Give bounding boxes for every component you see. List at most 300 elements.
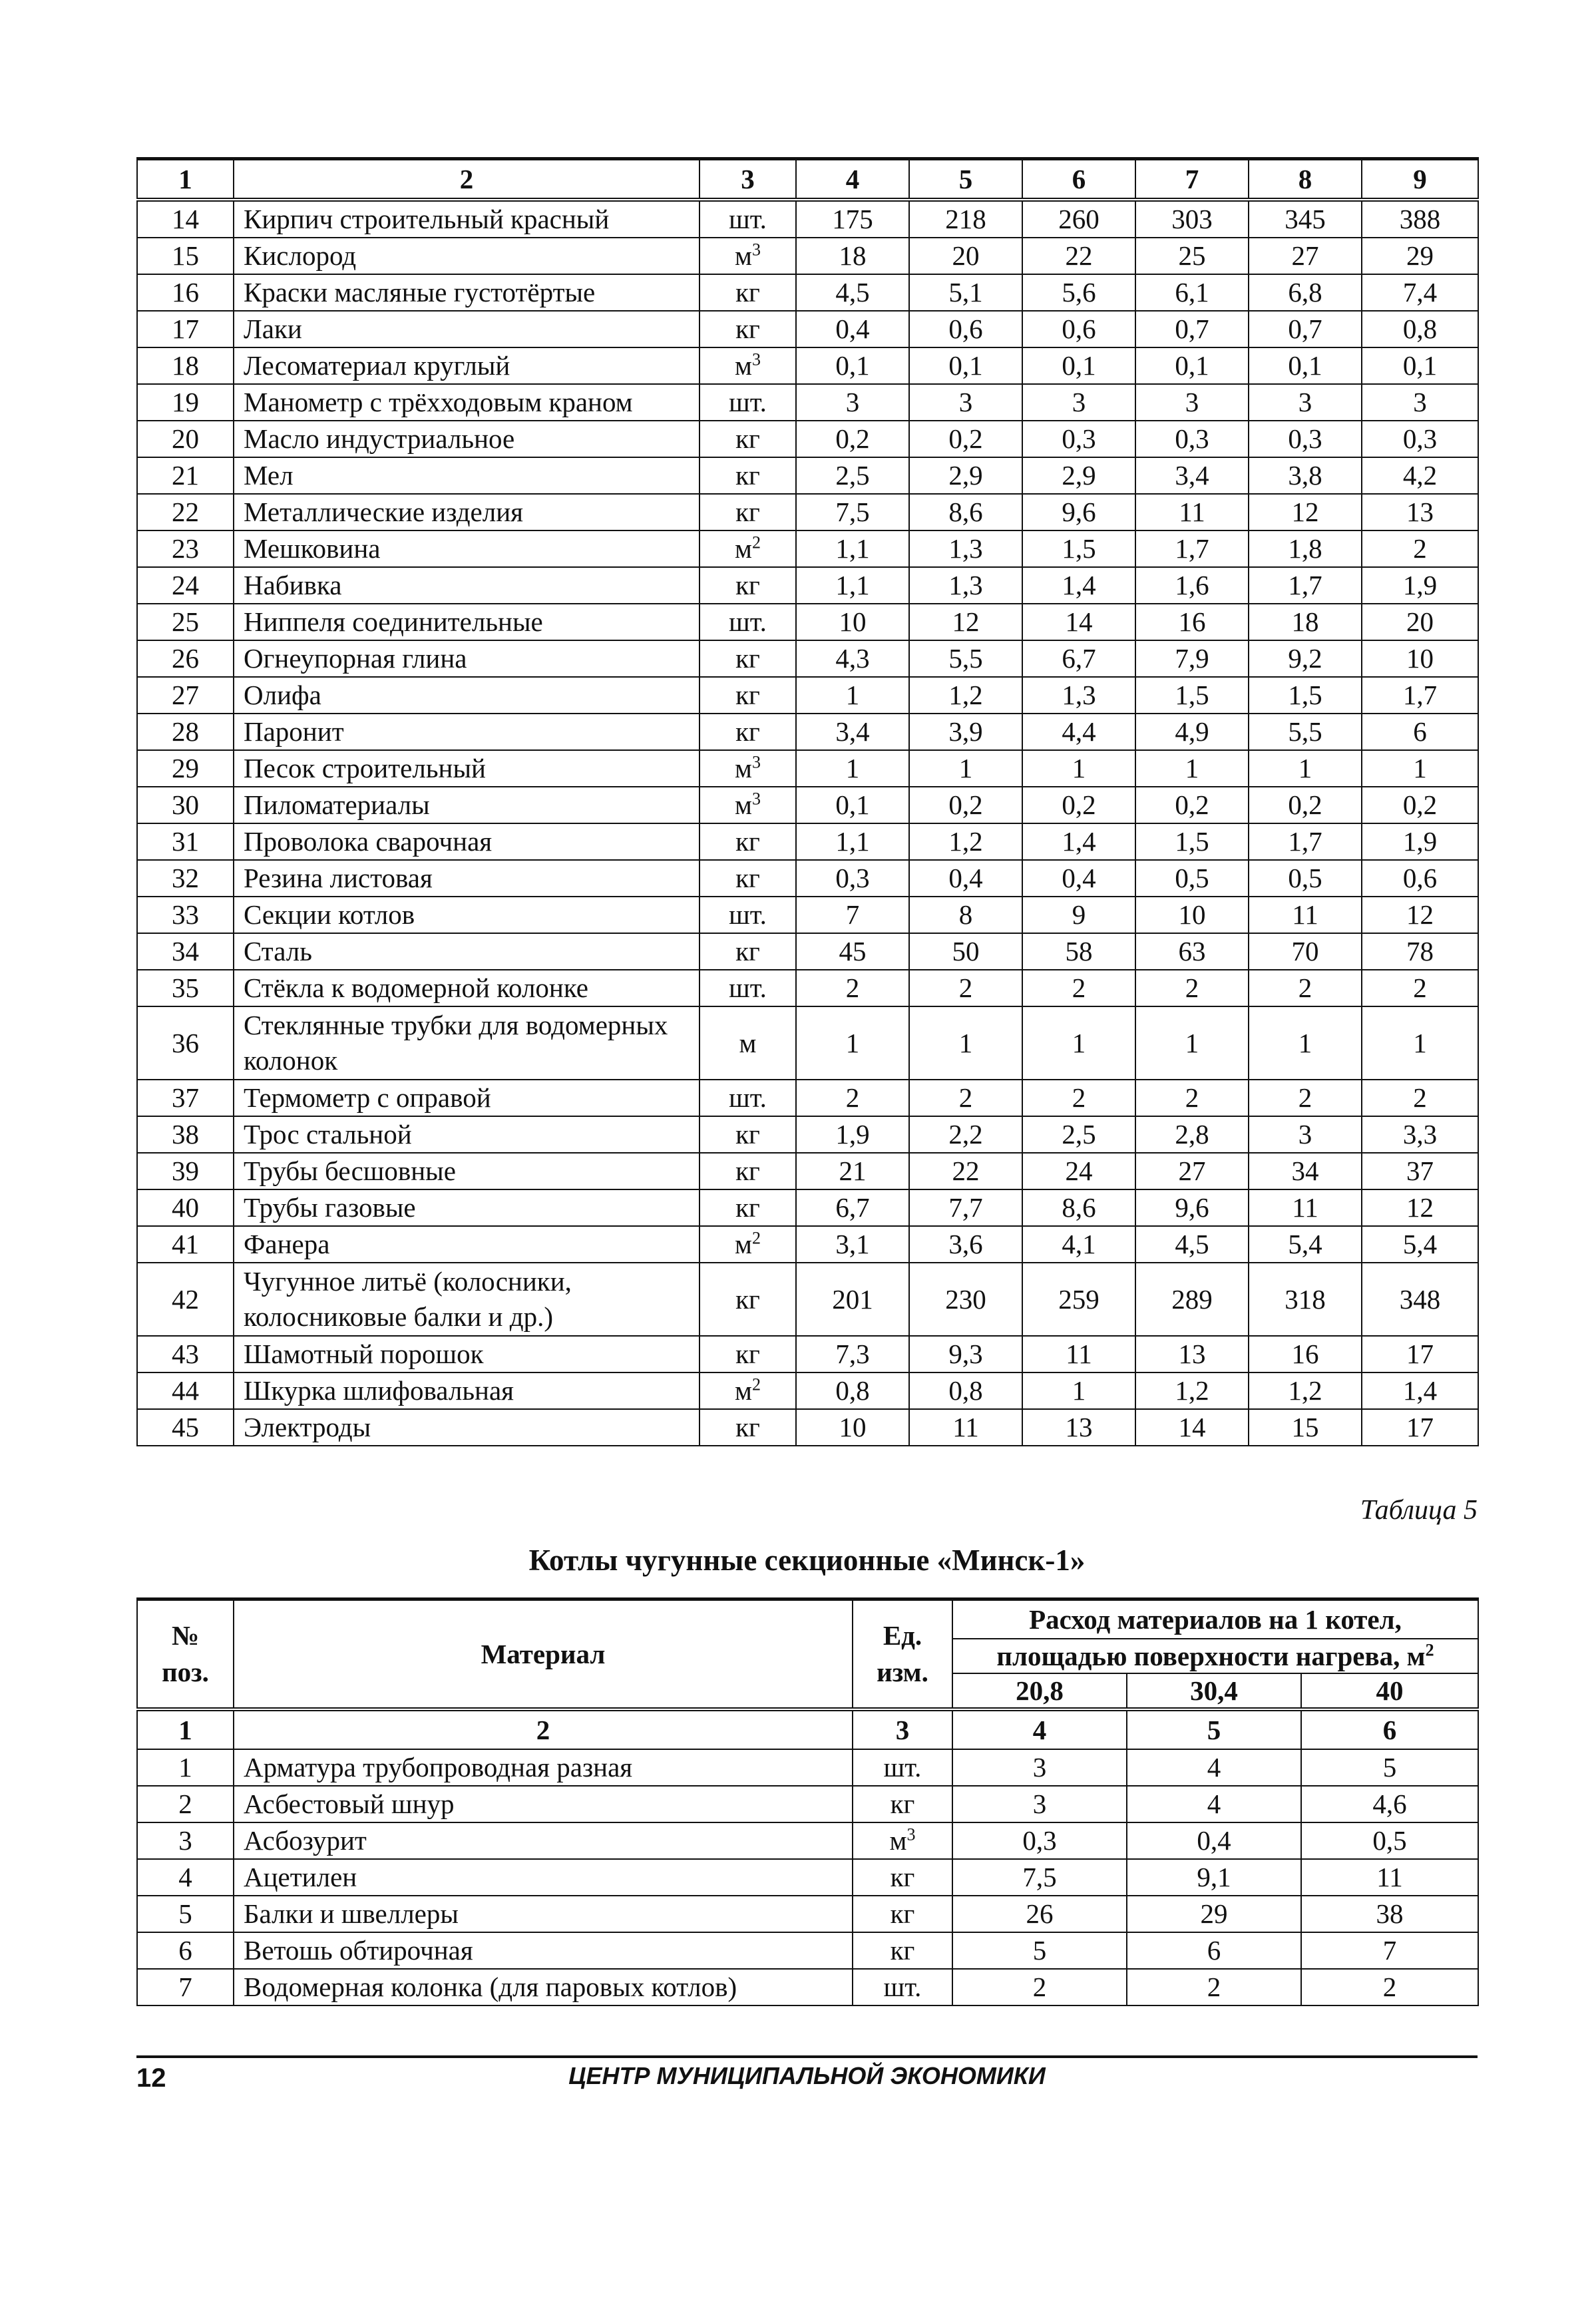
row-number: 5 xyxy=(137,1896,234,1932)
unit-exponent: 2 xyxy=(751,1374,761,1394)
value-cell: 4,5 xyxy=(796,274,909,311)
materials-table-continued xyxy=(136,157,1479,1446)
value-cell: 3,8 xyxy=(1249,457,1362,494)
value-cell: 78 xyxy=(1362,933,1478,970)
value-cell: 3,1 xyxy=(796,1226,909,1263)
value-cell: 6 xyxy=(1362,714,1478,750)
value-cell: 5,1 xyxy=(909,274,1022,311)
material-name: Трубы бесшовные xyxy=(234,1153,699,1189)
value-cell: 3,9 xyxy=(909,714,1022,750)
row-number: 36 xyxy=(137,1006,234,1080)
value-cell: 3 xyxy=(1022,384,1135,421)
material-name: Мел xyxy=(234,457,699,494)
value-cell: 0,7 xyxy=(1249,311,1362,347)
unit-text: кг xyxy=(735,1156,760,1186)
unit-text: кг xyxy=(735,423,760,454)
value-cell: 175 xyxy=(796,200,909,238)
material-name: Манометр с трёхходовым краном xyxy=(234,384,699,421)
unit-cell xyxy=(699,823,796,860)
table-row xyxy=(137,1006,1478,1080)
unit-text: кг xyxy=(735,497,760,527)
value-cell: 0,1 xyxy=(1362,347,1478,384)
value-cell: 11 xyxy=(1249,897,1362,933)
row-number: 18 xyxy=(137,347,234,384)
unit-text: шт. xyxy=(729,606,767,637)
unit-cell xyxy=(699,604,796,640)
value-cell: 260 xyxy=(1022,200,1135,238)
boiler-materials-table xyxy=(136,1597,1479,2006)
value-cell: 3 xyxy=(1135,384,1249,421)
value-cell: 1,7 xyxy=(1249,823,1362,860)
row-number: 17 xyxy=(137,311,234,347)
table-row xyxy=(137,1786,1478,1822)
table-row xyxy=(137,1263,1478,1336)
material-name: Асбестовый шнур xyxy=(234,1786,853,1822)
table-row xyxy=(137,200,1478,238)
unit-text: кг xyxy=(735,1283,760,1315)
row-number: 19 xyxy=(137,384,234,421)
unit-text: кг xyxy=(735,570,760,600)
unit-text: м xyxy=(735,1375,752,1406)
row-number: 21 xyxy=(137,457,234,494)
value-cell: 0,3 xyxy=(952,1822,1127,1859)
column-number-cell: 3 xyxy=(699,159,796,200)
row-number: 6 xyxy=(137,1932,234,1969)
material-name: Металлические изделия xyxy=(234,494,699,530)
header-consumption-text: площадью поверхности нагрева, м xyxy=(996,1640,1426,1671)
unit-cell xyxy=(699,530,796,567)
value-cell: 10 xyxy=(1135,897,1249,933)
unit-text: м xyxy=(735,240,752,271)
row-number: 3 xyxy=(137,1822,234,1859)
value-cell: 18 xyxy=(1249,604,1362,640)
value-cell: 0,6 xyxy=(1022,311,1135,347)
value-cell: 1,8 xyxy=(1249,530,1362,567)
value-cell: 9,3 xyxy=(909,1336,1022,1372)
table-row xyxy=(137,677,1478,714)
value-cell: 2,5 xyxy=(1022,1116,1135,1153)
row-number: 45 xyxy=(137,1409,234,1446)
table-row xyxy=(137,494,1478,530)
material-name: Лаки xyxy=(234,311,699,347)
value-cell: 10 xyxy=(796,1409,909,1446)
material-name: Резина листовая xyxy=(234,860,699,897)
value-cell: 2 xyxy=(796,1080,909,1116)
value-cell: 2,2 xyxy=(909,1116,1022,1153)
value-cell: 0,2 xyxy=(909,421,1022,457)
value-cell: 5,4 xyxy=(1249,1226,1362,1263)
value-cell: 2 xyxy=(909,1080,1022,1116)
material-name: Фанера xyxy=(234,1226,699,1263)
header-area-cell: 30,4 xyxy=(1127,1673,1301,1709)
value-cell: 1,9 xyxy=(1362,567,1478,604)
value-cell: 1 xyxy=(1022,750,1135,787)
value-cell: 0,2 xyxy=(1249,787,1362,823)
page-number: 12 xyxy=(136,2063,166,2093)
value-cell: 1,7 xyxy=(1362,677,1478,714)
row-number: 30 xyxy=(137,787,234,823)
value-cell: 0,3 xyxy=(1135,421,1249,457)
material-name: Асбозурит xyxy=(234,1822,853,1859)
column-number-cell: 2 xyxy=(234,1709,853,1749)
header-area-cell: 40 xyxy=(1301,1673,1478,1709)
value-cell: 1,5 xyxy=(1022,530,1135,567)
material-name: Арматура трубопроводная разная xyxy=(234,1749,853,1786)
value-cell: 1,4 xyxy=(1022,567,1135,604)
value-cell: 4,1 xyxy=(1022,1226,1135,1263)
value-cell: 0,8 xyxy=(909,1372,1022,1409)
unit-exponent: 3 xyxy=(751,240,761,260)
unit-text: кг xyxy=(735,643,760,674)
value-cell: 4,4 xyxy=(1022,714,1135,750)
material-name: Сталь xyxy=(234,933,699,970)
table-row xyxy=(137,274,1478,311)
value-cell: 8,6 xyxy=(909,494,1022,530)
value-cell: 0,1 xyxy=(1249,347,1362,384)
value-cell: 2 xyxy=(1022,970,1135,1006)
table-row xyxy=(137,1969,1478,2005)
value-cell: 4 xyxy=(1127,1749,1301,1786)
value-cell: 20 xyxy=(909,238,1022,274)
value-cell: 6,1 xyxy=(1135,274,1249,311)
table-row xyxy=(137,421,1478,457)
value-cell: 218 xyxy=(909,200,1022,238)
material-name: Секции котлов xyxy=(234,897,699,933)
table-caption: Таблица 5 xyxy=(1360,1495,1478,1526)
value-cell: 303 xyxy=(1135,200,1249,238)
table-row xyxy=(137,1896,1478,1932)
material-name: Ветошь обтирочная xyxy=(234,1932,853,1969)
value-cell: 4,3 xyxy=(796,640,909,677)
value-cell: 9,2 xyxy=(1249,640,1362,677)
value-cell: 1,5 xyxy=(1135,823,1249,860)
unit-text: кг xyxy=(890,1862,915,1892)
column-number-cell: 8 xyxy=(1249,159,1362,200)
value-cell: 34 xyxy=(1249,1153,1362,1189)
unit-text: кг xyxy=(735,277,760,308)
value-cell: 16 xyxy=(1135,604,1249,640)
value-cell: 1 xyxy=(1249,750,1362,787)
unit-text: кг xyxy=(735,1412,760,1442)
material-name: Огнеупорная глина xyxy=(234,640,699,677)
unit-text: кг xyxy=(735,314,760,344)
unit-exponent: 3 xyxy=(906,1824,916,1844)
column-number-cell: 5 xyxy=(909,159,1022,200)
value-cell: 1 xyxy=(1135,1006,1249,1080)
row-number: 35 xyxy=(137,970,234,1006)
unit-cell xyxy=(699,1189,796,1226)
unit-cell xyxy=(699,860,796,897)
unit-text: м xyxy=(739,1027,757,1058)
unit-text: м xyxy=(735,533,752,564)
value-cell: 1,2 xyxy=(909,823,1022,860)
value-cell: 7,4 xyxy=(1362,274,1478,311)
value-cell: 2 xyxy=(1362,970,1478,1006)
value-cell: 3,6 xyxy=(909,1226,1022,1263)
unit-cell xyxy=(853,1822,952,1859)
material-name: Кислород xyxy=(234,238,699,274)
value-cell: 1,5 xyxy=(1135,677,1249,714)
value-cell: 1,7 xyxy=(1249,567,1362,604)
value-cell: 1,3 xyxy=(1022,677,1135,714)
unit-cell xyxy=(699,640,796,677)
unit-text: шт. xyxy=(729,899,767,930)
unit-text: кг xyxy=(735,680,760,710)
unit-cell xyxy=(699,1226,796,1263)
material-name: Стеклянные трубки для водомерных колонок xyxy=(234,1006,699,1080)
unit-text: кг xyxy=(735,1192,760,1223)
column-number-cell: 6 xyxy=(1022,159,1135,200)
value-cell: 12 xyxy=(1249,494,1362,530)
value-cell: 6,8 xyxy=(1249,274,1362,311)
column-number-cell: 2 xyxy=(234,159,699,200)
value-cell: 7 xyxy=(1301,1932,1478,1969)
row-number: 1 xyxy=(137,1749,234,1786)
unit-text: кг xyxy=(735,1339,760,1369)
row-number: 4 xyxy=(137,1859,234,1896)
value-cell: 0,4 xyxy=(1127,1822,1301,1859)
table-row xyxy=(137,750,1478,787)
row-number: 31 xyxy=(137,823,234,860)
value-cell: 0,6 xyxy=(1362,860,1478,897)
table-row xyxy=(137,897,1478,933)
value-cell: 348 xyxy=(1362,1263,1478,1336)
unit-text: м xyxy=(735,350,752,381)
table-row xyxy=(137,1226,1478,1263)
material-name: Трос стальной xyxy=(234,1116,699,1153)
table-row xyxy=(137,1080,1478,1116)
value-cell: 2 xyxy=(1301,1969,1478,2005)
value-cell: 0,1 xyxy=(796,787,909,823)
value-cell: 1 xyxy=(1249,1006,1362,1080)
value-cell: 2 xyxy=(1249,970,1362,1006)
material-name: Водомерная колонка (для паровых котлов) xyxy=(234,1969,853,2005)
table-row xyxy=(137,1189,1478,1226)
unit-cell xyxy=(699,311,796,347)
value-cell: 0,5 xyxy=(1135,860,1249,897)
table-row xyxy=(137,1859,1478,1896)
table-row xyxy=(137,311,1478,347)
material-name: Набивка xyxy=(234,567,699,604)
value-cell: 2,9 xyxy=(1022,457,1135,494)
value-cell: 0,3 xyxy=(796,860,909,897)
table-row xyxy=(137,1409,1478,1446)
table-row xyxy=(137,347,1478,384)
value-cell: 8,6 xyxy=(1022,1189,1135,1226)
row-number: 44 xyxy=(137,1372,234,1409)
value-cell: 2,8 xyxy=(1135,1116,1249,1153)
value-cell: 0,2 xyxy=(1362,787,1478,823)
row-number: 25 xyxy=(137,604,234,640)
value-cell: 0,6 xyxy=(909,311,1022,347)
unit-cell xyxy=(699,677,796,714)
unit-exponent: 2 xyxy=(751,532,761,552)
value-cell: 2 xyxy=(1135,970,1249,1006)
unit-cell xyxy=(853,1786,952,1822)
value-cell: 1,5 xyxy=(1249,677,1362,714)
material-name: Олифа xyxy=(234,677,699,714)
row-number: 34 xyxy=(137,933,234,970)
value-cell: 18 xyxy=(796,238,909,274)
value-cell: 29 xyxy=(1127,1896,1301,1932)
row-number: 22 xyxy=(137,494,234,530)
header-unit-line2: изм. xyxy=(877,1657,928,1687)
column-number-cell: 7 xyxy=(1135,159,1249,200)
material-name: Термометр с оправой xyxy=(234,1080,699,1116)
value-cell: 4 xyxy=(1127,1786,1301,1822)
value-cell: 1 xyxy=(796,750,909,787)
row-number: 38 xyxy=(137,1116,234,1153)
unit-text: шт. xyxy=(729,204,767,234)
unit-text: м xyxy=(735,1229,752,1259)
value-cell: 1 xyxy=(909,750,1022,787)
value-cell: 0,5 xyxy=(1301,1822,1478,1859)
unit-text: кг xyxy=(735,716,760,747)
value-cell: 5,6 xyxy=(1022,274,1135,311)
value-cell: 0,8 xyxy=(1362,311,1478,347)
value-cell: 2 xyxy=(952,1969,1127,2005)
column-number-cell: 4 xyxy=(952,1709,1127,1749)
value-cell: 26 xyxy=(952,1896,1127,1932)
value-cell: 0,4 xyxy=(909,860,1022,897)
unit-cell xyxy=(699,238,796,274)
unit-exponent: 2 xyxy=(751,1228,761,1248)
row-number: 15 xyxy=(137,238,234,274)
value-cell: 7,9 xyxy=(1135,640,1249,677)
unit-cell xyxy=(699,347,796,384)
value-cell: 0,2 xyxy=(796,421,909,457)
value-cell: 345 xyxy=(1249,200,1362,238)
value-cell: 318 xyxy=(1249,1263,1362,1336)
unit-text: м xyxy=(735,789,752,820)
value-cell: 2 xyxy=(1022,1080,1135,1116)
value-cell: 1,6 xyxy=(1135,567,1249,604)
table-row xyxy=(137,1116,1478,1153)
value-cell: 4,9 xyxy=(1135,714,1249,750)
header-consumption-line2 xyxy=(952,1639,1478,1673)
table-row xyxy=(137,823,1478,860)
material-name: Паронит xyxy=(234,714,699,750)
unit-cell xyxy=(699,1080,796,1116)
unit-cell xyxy=(699,933,796,970)
unit-text: м xyxy=(889,1825,907,1856)
value-cell: 1 xyxy=(1362,750,1478,787)
value-cell: 0,8 xyxy=(796,1372,909,1409)
value-cell: 15 xyxy=(1249,1409,1362,1446)
table-row xyxy=(137,1153,1478,1189)
column-number-cell: 9 xyxy=(1362,159,1478,200)
value-cell: 2 xyxy=(796,970,909,1006)
value-cell: 24 xyxy=(1022,1153,1135,1189)
value-cell: 6,7 xyxy=(796,1189,909,1226)
table-row xyxy=(137,1749,1478,1786)
value-cell: 2 xyxy=(1127,1969,1301,2005)
value-cell: 289 xyxy=(1135,1263,1249,1336)
value-cell: 4,5 xyxy=(1135,1226,1249,1263)
unit-text: м xyxy=(735,753,752,783)
material-name: Мешковина xyxy=(234,530,699,567)
unit-cell xyxy=(699,567,796,604)
unit-cell xyxy=(699,1336,796,1372)
table-row xyxy=(137,1822,1478,1859)
table-row xyxy=(137,238,1478,274)
header-material: Материал xyxy=(234,1599,853,1710)
unit-cell xyxy=(853,1932,952,1969)
value-cell: 5,5 xyxy=(909,640,1022,677)
value-cell: 7,5 xyxy=(796,494,909,530)
value-cell: 50 xyxy=(909,933,1022,970)
header-pos-line2: поз. xyxy=(162,1657,209,1687)
value-cell: 3 xyxy=(1362,384,1478,421)
unit-exponent: 3 xyxy=(751,789,761,809)
unit-text: кг xyxy=(890,1935,915,1966)
row-number: 41 xyxy=(137,1226,234,1263)
table-title: Котлы чугунные секционные «Минск-1» xyxy=(528,1544,1086,1577)
value-cell: 14 xyxy=(1022,604,1135,640)
value-cell: 70 xyxy=(1249,933,1362,970)
table-row xyxy=(137,1372,1478,1409)
value-cell: 7,7 xyxy=(909,1189,1022,1226)
unit-exponent: 3 xyxy=(751,349,761,369)
value-cell: 17 xyxy=(1362,1409,1478,1446)
value-cell: 1,4 xyxy=(1022,823,1135,860)
table-row xyxy=(137,933,1478,970)
value-cell: 37 xyxy=(1362,1153,1478,1189)
header-pos-line1: № xyxy=(171,1619,200,1651)
value-cell: 22 xyxy=(1022,238,1135,274)
unit-cell xyxy=(699,1372,796,1409)
value-cell: 25 xyxy=(1135,238,1249,274)
value-cell: 27 xyxy=(1135,1153,1249,1189)
column-number-cell: 6 xyxy=(1301,1709,1478,1749)
unit-cell xyxy=(699,1006,796,1080)
row-number: 43 xyxy=(137,1336,234,1372)
value-cell: 1,2 xyxy=(1249,1372,1362,1409)
row-number: 2 xyxy=(137,1786,234,1822)
material-name: Балки и швеллеры xyxy=(234,1896,853,1932)
value-cell: 17 xyxy=(1362,1336,1478,1372)
header-consumption-line1: Расход материалов на 1 котел, xyxy=(952,1599,1478,1639)
value-cell: 2,9 xyxy=(909,457,1022,494)
value-cell: 1,1 xyxy=(796,567,909,604)
value-cell: 7,3 xyxy=(796,1336,909,1372)
row-number: 32 xyxy=(137,860,234,897)
row-number: 23 xyxy=(137,530,234,567)
unit-text: кг xyxy=(735,826,760,857)
column-number-cell: 5 xyxy=(1127,1709,1301,1749)
unit-text: кг xyxy=(735,936,760,966)
value-cell: 3,4 xyxy=(1135,457,1249,494)
value-cell: 0,7 xyxy=(1135,311,1249,347)
row-number: 37 xyxy=(137,1080,234,1116)
unit-cell xyxy=(699,1153,796,1189)
value-cell: 2 xyxy=(1249,1080,1362,1116)
value-cell: 0,2 xyxy=(1135,787,1249,823)
value-cell: 2 xyxy=(1135,1080,1249,1116)
table-row xyxy=(137,1336,1478,1372)
value-cell: 1,9 xyxy=(1362,823,1478,860)
value-cell: 12 xyxy=(1362,897,1478,933)
material-name: Стёкла к водомерной колонке xyxy=(234,970,699,1006)
value-cell: 1 xyxy=(909,1006,1022,1080)
value-cell: 3 xyxy=(952,1749,1127,1786)
value-cell: 0,2 xyxy=(1022,787,1135,823)
value-cell: 0,1 xyxy=(909,347,1022,384)
value-cell: 8 xyxy=(909,897,1022,933)
table-row xyxy=(137,1932,1478,1969)
value-cell: 5,5 xyxy=(1249,714,1362,750)
unit-cell xyxy=(699,1263,796,1336)
